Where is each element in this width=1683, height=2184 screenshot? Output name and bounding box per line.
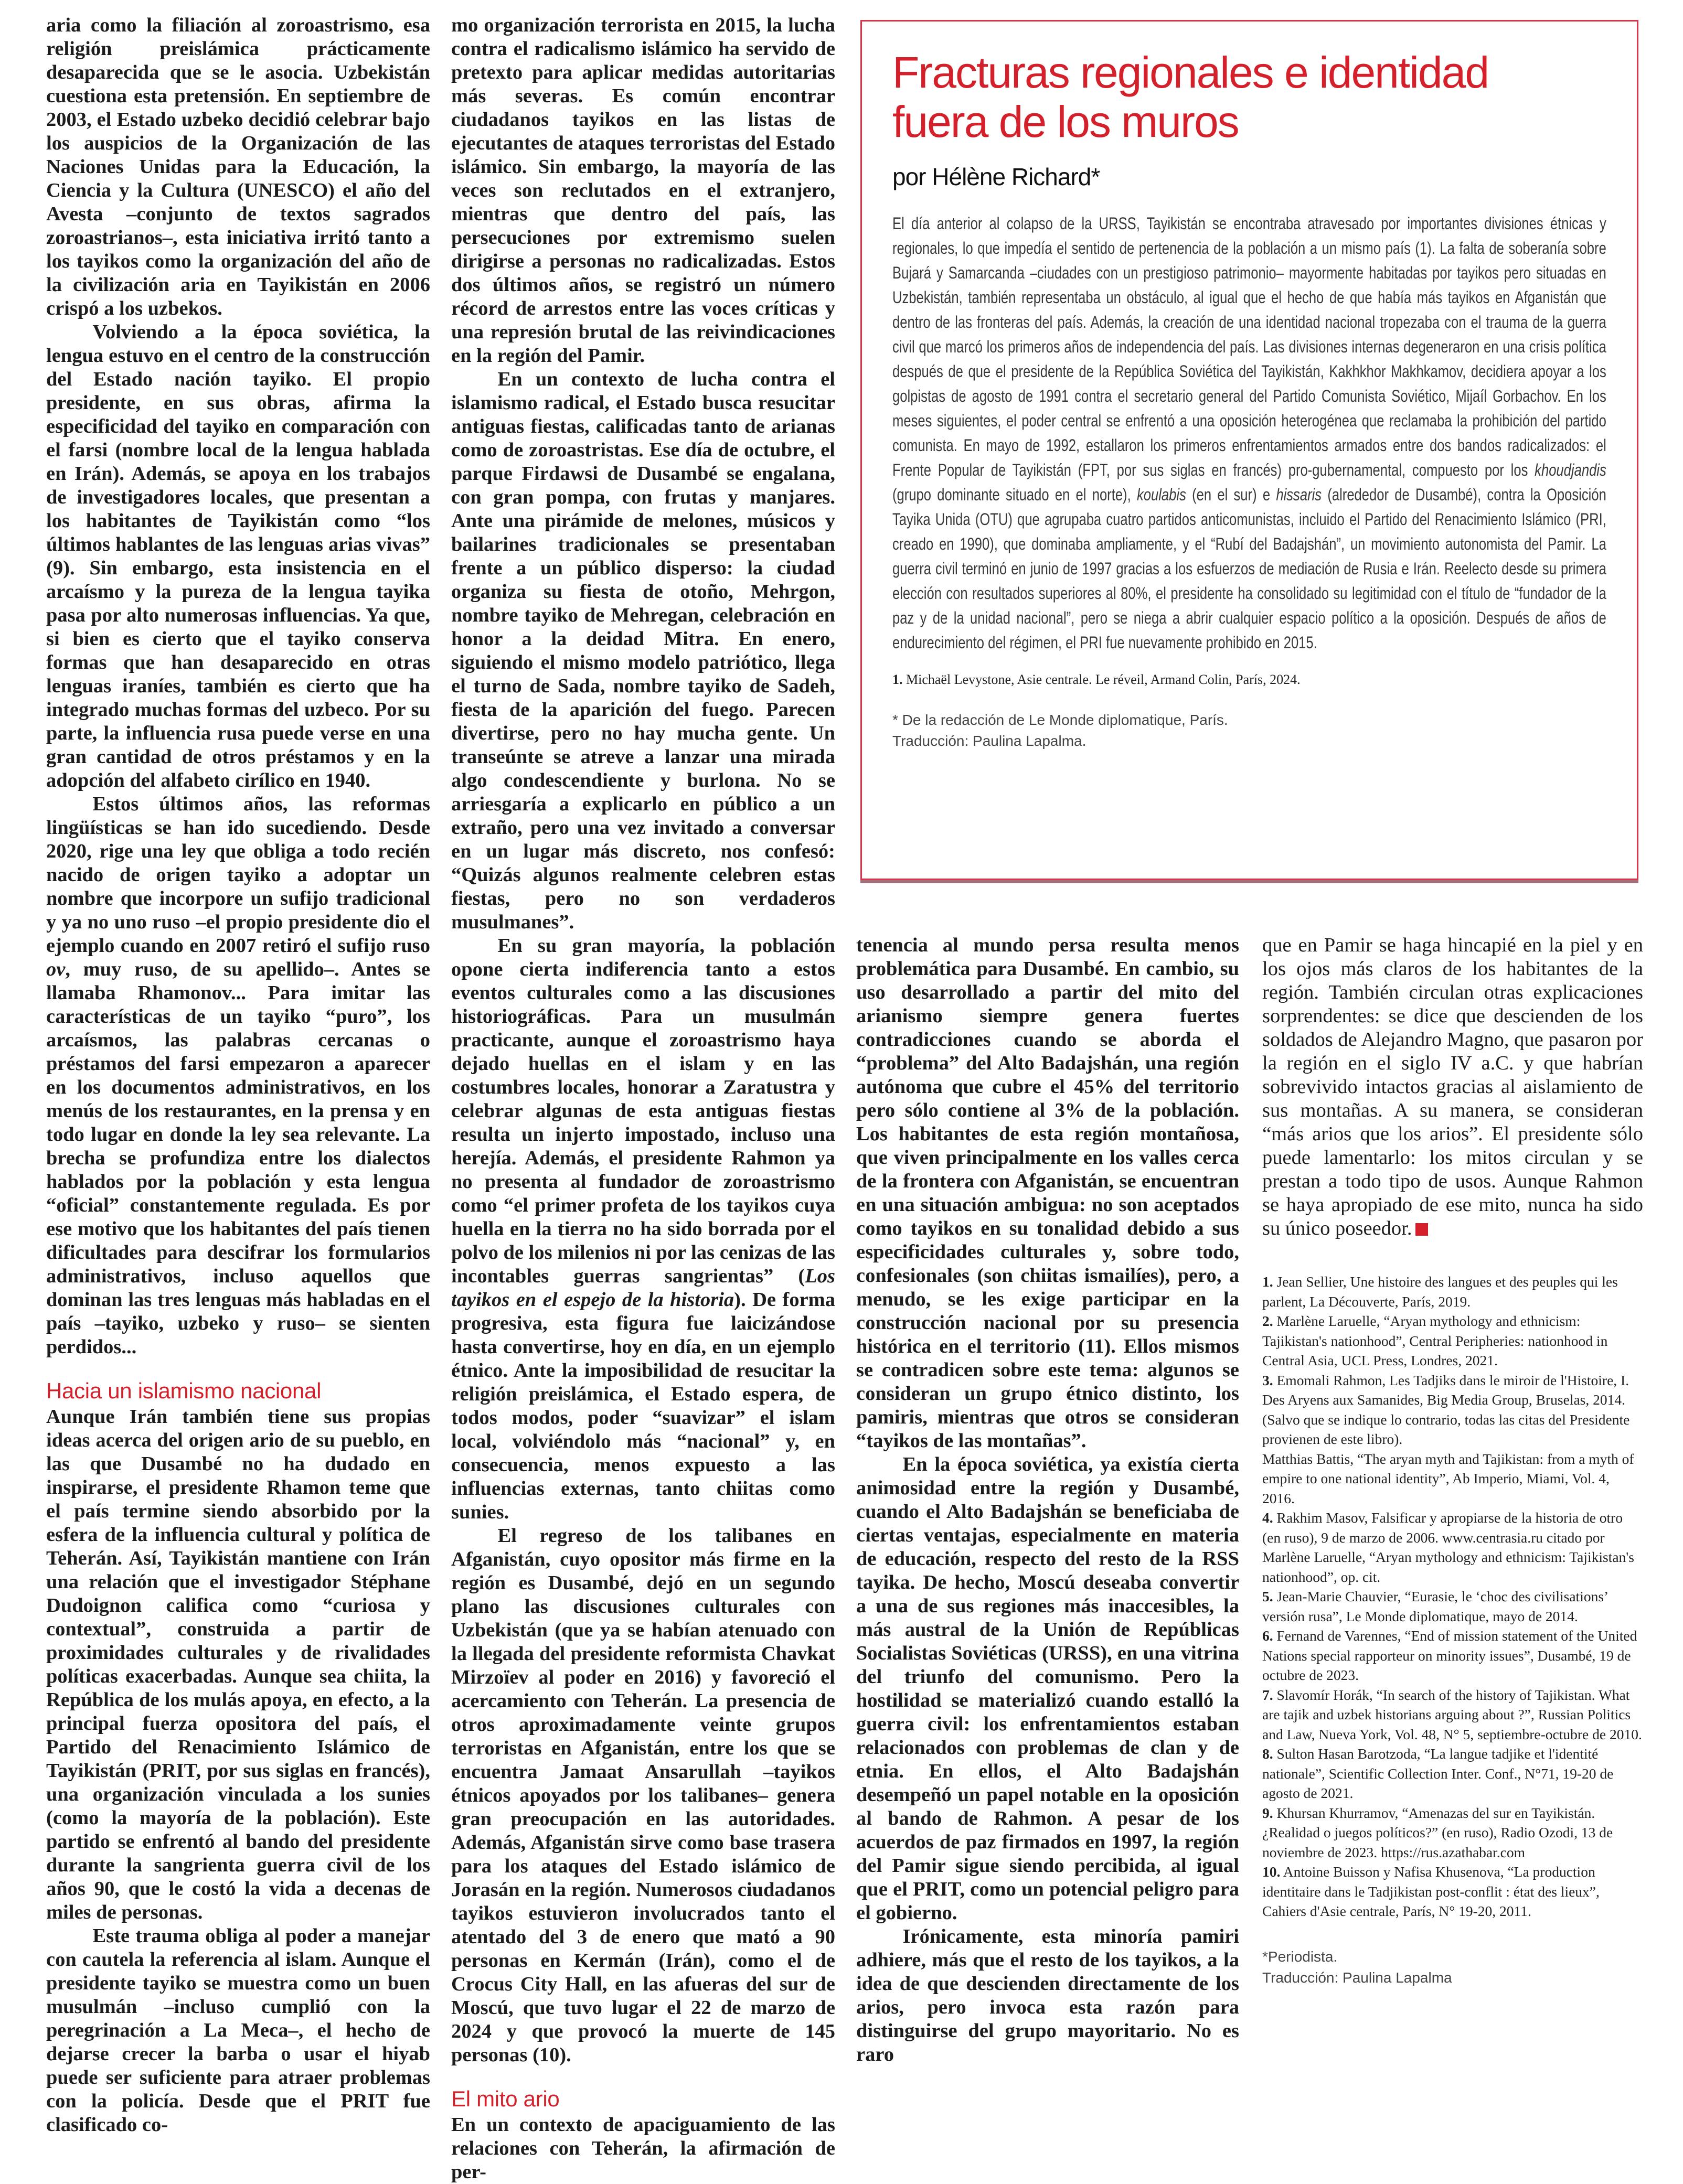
footnote bbox=[1262, 1626, 1643, 1685]
italic-text: hissaris bbox=[1276, 485, 1322, 504]
text: En su gran mayoría, la población opone cierta indiferencia tanto a estos eventos culturales como a las discusiones historiográficas. Para un musulmán practicante, aunque el zoroastrismo haya dejado huellas en el islam y en las costumbres locales, honorar a Zaratustra y celebrar algunas de esta antiguas fiestas resulta un injerto impostado, incluso una herejía. Además, el presidente Rahmon ya no presenta al fundador de zoroastrismo como “el primer profeta de los tayikos cuya huella en la tierra no ha sido borrada por el polvo de los milenios ni por las cenizas de las incontables guerras sangrientas” ( bbox=[451, 935, 835, 1287]
footnote bbox=[1262, 1311, 1643, 1371]
text: ). De forma progresiva, esta figura fue laicizándose hasta convertirse, hoy en día, en un ejemplo étnico. Ante la imposibilidad de resucitar la religión preislámica, el Estado espera, de todos modos, poder “suavizar” el islam local, volviéndolo más “nacional” y, en consecuencia, menos expuesto a las influencias externas, tanto chiitas como sunies. bbox=[451, 1289, 835, 1523]
footnote-number: 1. bbox=[892, 672, 903, 687]
paragraph bbox=[451, 934, 835, 1524]
byline: por Hélène Richard* bbox=[892, 163, 1100, 190]
box-footnote bbox=[892, 671, 1606, 689]
italic-text: koulabis bbox=[1136, 485, 1186, 504]
footnote bbox=[1262, 1744, 1643, 1803]
sidebar-box bbox=[860, 20, 1638, 880]
section-heading: El mito ario bbox=[451, 2086, 560, 2111]
footnote-number: 7. bbox=[1262, 1686, 1273, 1703]
translation-credit: Traducción: Paulina Lapalma bbox=[1262, 1969, 1452, 1986]
footnote-text: Matthias Battis, “The aryan myth and Tajikistan: from a myth of empire to one national identity”, Ab Imperio, Miami, Vol. 4, 2016. bbox=[1262, 1450, 1634, 1506]
paragraph: En la época soviética, ya existía cierta animosidad entre la región y Dusambé, cuando el Alto Badajshán se beneficiaba de ciertas ventajas, especialmente en materia de educación, respecto del resto de la RSS tayika. De hecho, Moscú deseaba convertir a una de sus regiones más inaccesibles, la más austral de la Unión de Repúblicas Socialistas Soviéticas (URSS), en una vitrina del triunfo del comunismo. Pero la hostilidad se materializó cuando estalló la guerra civil: los enfrentamientos estaban relacionados con problemas de clan y de etnia. En ellos, el Alto Badajshán desempeñó un papel notable en la oposición al bando de Rahmon. A pesar de los acuerdos de paz firmados en 1997, la región del Pamir sigue siendo percibida, al igual que el PRIT, como un potencial peligro para el gobierno. bbox=[856, 1453, 1239, 1924]
paragraph: Aunque Irán también tiene sus propias ideas acerca del origen ario de su pueblo, en las que Dusambé no ha dudado en inspirarse, el presidente Rhamon teme que el país termine siendo absorbido por la esfera de la influencia cultural y política de Teherán. Así, Tayikistán mantiene con Irán una relación que el investigador Stéphane Dudoignon califica como “curiosa y contextual”, construida a partir de proximidades culturales y de rivalidades políticas exacerbadas. Aunque sea chiita, la República de los mulás apoya, en efecto, a la principal fuerza opositora del país, el Partido del Renacimiento Islámico de Tayikistán (PRIT, por sus siglas en francés), una organización vinculada a los sunies (como la mayoría de la población). Este partido se enfrentó al bando del presidente durante la sangrienta guerra civil de los años 90, que le costó la vida a decenas de miles de personas. bbox=[46, 1406, 430, 1923]
text: El día anterior al colapso de la URSS, Tayikistán se encontraba atravesado por importantes divisiones étnicas y regionales, lo que impedía el sentido de pertenencia de la población a un mismo país (1). La falta de soberanía sobre Bujará y Samarcanda –ciudades con un prestigioso patrimonio– mayormente habitadas por tayikos pero situadas en Uzbekistán, también representaba un obstáculo, al igual que el hecho de que había más tayikos en Afganistán que dentro de las fronteras del país. Además, la creación de una identidad nacional tropezaba con el trauma de la guerra civil que marcó los primeros años de independencia del país. Las divisiones internas degeneraron en una crisis política después de que el presidente de la República Soviética del Tayikistán, Kakhkhor Makhkamov, decidiera apoyar a los golpistas de agosto de 1991 contra el secretario general del Partido Comunista Soviético, Mijaíl Gorbachov. En los meses siguientes, el poder central se enfrentó a una oposición heterogénea que reclamaba la prohibición del partido comunista. En mayo de 1992, estallaron los primeros enfrentamientos armados entre dos bandos radicalizados: el Frente Popular de Tayikistán (FPT, por sus siglas en francés) pro-gubernamental, compuesto por los bbox=[892, 214, 1606, 479]
article-column-2 bbox=[451, 14, 835, 2184]
footnote bbox=[1262, 1371, 1643, 1449]
footnote-number: 10. bbox=[1262, 1864, 1281, 1880]
text: (grupo dominante situado en el norte), bbox=[892, 485, 1137, 504]
footnote-text: Fernand de Varennes, “End of mission statement of the United Nations special rapporteur on minority issues”, Dusambé, 19 de octubre de 2023. bbox=[1262, 1628, 1637, 1683]
footnote-number: 4. bbox=[1262, 1509, 1273, 1526]
footnote-text: Sulton Hasan Barotzoda, “La langue tadjike et l'identité nationale”, Scientific Collection Inter. Conf., N°71, 19-20 de agosto de 2021. bbox=[1262, 1746, 1614, 1801]
footnote-number: 9. bbox=[1262, 1804, 1273, 1821]
paragraph: tenencia al mundo persa resulta menos problemática para Dusambé. En cambio, su uso desarrollado a partir del mito del arianismo siempre genera fuertes contradicciones cuando se aborda el “problema” del Alto Badajshán, una región autónoma que cubre el 45% del territorio pero sólo contiene al 3% de la población. Los habitantes de esta región montañosa, que viven principalmente en los valles cerca de la frontera con Afganistán, se encuentran en una situación ambigua: no son aceptados como tayikos en su tonalidad debido a sus especificidades culturales y, sobre todo, confesionales (son chiitas ismailíes), pero, a menudo, se les exige participar en la construcción nacional por su presencia histórica en el territorio (11). Ellos mismos se contradicen sobre este tema: algunos se consideran un grupo étnico distinto, los pamiris, mientras que otros se consideran “tayikos de las montañas”. bbox=[856, 934, 1239, 1452]
footnote-number: 1. bbox=[1262, 1273, 1273, 1290]
footnote-number: 3. bbox=[1262, 1372, 1273, 1388]
text: , muy ruso, de su apellido–. Antes se llamaba Rhamonov... Para imitar las características de un tayiko “puro”, los arcaísmos, las palabras cercanas o préstamos del farsi empezaron a aparecer en los documentos administrativos, en los menús de los restaurantes, en la prensa y en todo lugar en donde la ley sea relevante. La brecha se profundiza entre los dialectos hablados por la población y esta lengua “oficial” constantemente regulada. Es por ese motivo que los habitantes del país tienen dificultades para descifrar los formularios administrativos, incluso aquellos que dominan las tres lenguas más habladas en el país –tayiko, uzbeko y ruso– se sienten perdidos... bbox=[46, 958, 430, 1358]
box-body bbox=[892, 211, 1606, 655]
italic-text: khoudjandis bbox=[1535, 461, 1606, 479]
author-note: *Periodista. bbox=[1262, 1948, 1338, 1965]
footnote bbox=[1262, 1685, 1643, 1744]
box-body-container bbox=[892, 211, 1606, 655]
footnote-text: Marlène Laruelle, “Aryan mythology and ethnicism: Tajikistan's nationhood”, Central Peripheries: nationhood in Central Asia, UCL Press, Londres, 2021. bbox=[1262, 1313, 1608, 1368]
paragraph bbox=[1262, 934, 1643, 1240]
footnote-text: Khursan Khurramov, “Amenazas del sur en Tayikistán. ¿Realidad o juegos políticos?” (en ruso), Radio Ozodi, 13 de noviembre de 2023. https://rus.azathabar.com bbox=[1262, 1804, 1613, 1860]
credits bbox=[1262, 1946, 1643, 1988]
footnote-number: 5. bbox=[1262, 1588, 1273, 1604]
footnotes-list bbox=[1262, 1272, 1643, 1921]
italic-text: ov bbox=[46, 958, 66, 980]
footnote bbox=[1262, 1862, 1643, 1921]
text: (en el sur) e bbox=[1186, 485, 1276, 504]
footnote-text: Michaël Levystone, Asie centrale. Le réveil, Armand Colin, París, 2024. bbox=[906, 672, 1301, 687]
paragraph: Volviendo a la época soviética, la lengua estuvo en el centro de la construcción del Estado nación tayiko. El propio presidente, en sus obras, afirma la especificidad del tayiko en comparación con el farsi (nombre local de la lengua hablada en Irán). Además, se apoya en los trabajos de investigadores locales, que presentan a los habitantes de Tayikistán como “los últimos hablantes de las lenguas arias vivas” (9). Sin embargo, esta insistencia en el arcaísmo y la pureza de la lengua tayika pasa por alto numerosas influencias. Ya que, si bien es cierto que el tayiko conserva formas que han desaparecido en otras lenguas iraníes, también es cierto que ha integrado muchas formas del uzbeco. Por su parte, la influencia rusa puede verse en una gran cantidad de otros préstamos y en la adopción del alfabeto cirílico en 1940. bbox=[46, 321, 430, 791]
article-column-1 bbox=[46, 14, 430, 2137]
author-note: * De la redacción de Le Monde diplomatique, París. bbox=[892, 712, 1228, 728]
box-author-note bbox=[892, 710, 1606, 752]
paragraph: Este trauma obliga al poder a manejar con cautela la referencia al islam. Aunque el presidente tayiko se muestra como un buen musulmán –incluso cumplió con la peregrinación a La Meca–, el hecho de dejarse crecer la barba o usar el hiyab puede ser suficiente para atraer problemas con la policía. Desde que el PRIT fue clasificado co- bbox=[46, 1925, 430, 2136]
footnote-text: Antoine Buisson y Nafisa Khusenova, “La production identitaire dans le Tadjikistan post-conflit : état des lieux”, Cahiers d'Asie centrale, París, N° 19-20, 2011. bbox=[1262, 1864, 1600, 1919]
paragraph: Irónicamente, esta minoría pamiri adhiere, más que el resto de los tayikos, a la idea de que descienden directamente de los arios, pero invoca esta razón para distinguirse del grupo mayoritario. No es raro bbox=[856, 1925, 1239, 2065]
article-column-3 bbox=[856, 934, 1239, 2067]
footnote-text: Emomali Rahmon, Les Tadjiks dans le miroir de l'Histoire, I. Des Aryens aux Samanides, Big Media Group, Bruselas, 2014. (Salvo que se indique lo contrario, todas las citas del Presidente provienen de este libro). bbox=[1262, 1372, 1630, 1447]
footnote-text: Jean Sellier, Une histoire des langues et des peuples qui les parlent, La Découverte, París, 2019. bbox=[1262, 1273, 1618, 1310]
translation-credit: Traducción: Paulina Lapalma. bbox=[892, 733, 1087, 749]
box-title-line: fuera de los muros bbox=[892, 97, 1239, 146]
footnote-text: Slavomír Horák, “In search of the history of Tajikistan. What are tajik and uzbek historians arguing about ?”, Russian Politics and Law, Nueva York, Vol. 48, N° 5, septiembre-octubre de 2010. bbox=[1262, 1686, 1642, 1742]
paragraph: aria como la filiación al zoroastrismo, esa religión preislámica prácticamente desaparecida que se le asocia. Uzbekistán cuestiona esta pretensión. En septiembre de 2003, el Estado uzbeko decidió celebrar bajo los auspicios de la Organización de las Naciones Unidas para la Educación, la Ciencia y la Cultura (UNESCO) el año del Avesta –conjunto de textos sagrados zoroastrianos–, esta iniciativa irritó tanto a los tayikos como la organización del año de la civilización aria en Tayikistán en 2006 crispó a los uzbekos. bbox=[46, 14, 430, 319]
footnote-text: Jean-Marie Chauvier, “Eurasie, le ‘choc des civilisations’ versión rusa”, Le Monde diplomatique, mayo de 2014. bbox=[1262, 1588, 1608, 1624]
paragraph: El regreso de los talibanes en Afganistán, cuyo opositor más firme en la región es Dusambé, dejó en un segundo plano las discusiones culturales con Uzbekistán (que ya se habían atenuado con la llegada del presidente reformista Chavkat Mirzoïev al poder en 2016) y favoreció el acercamiento con Teherán. La presencia de otros aproximadamente veinte grupos terroristas en Afganistán, entre los que se encuentra Jamaat Ansarullah –tayikos étnicos apoyados por los talibanes– genera gran preocupación en las autoridades. Además, Afganistán sirve como base trasera para los ataques del Estado islámico de Jorasán en la región. Numerosos ciudadanos tayikos estuvieron involucrados tanto el atentado del 3 de enero que mató a 90 personas en Kermán (Irán), como el de Crocus City Hall, en las afueras del sur de Moscú, que tuvo lugar el 22 de marzo de 2024 y que provocó la muerte de 145 personas (10). bbox=[451, 1525, 835, 2066]
paragraph bbox=[46, 793, 430, 1359]
book-title: Los tayikos en el espejo de la historia bbox=[451, 1265, 835, 1311]
text: (alrededor de Dusambé), contra la Oposición Tayika Unida (OTU) que agrupaba cuatro partidos anticomunistas, incluido el Partido del Renacimiento Islámico (PRI, creado en 1990), que dominaba ampliamente, y el “Rubí del Badajshán”, un movimiento autonomista del Pamir. La guerra civil terminó en junio de 1997 gracias a los esfuerzos de mediación de Rusia e Irán. Reelecto desde su primera elección con resultados superiores al 80%, el presidente ha consolidado su legitimidad con el título de “fundador de la paz y de la unidad nacional”, pero se niega a abrir cualquier espacio político a la oposición. Después de años de endurecimiento del régimen, el PRI fue nuevamente prohibido en 2015. bbox=[892, 485, 1606, 652]
article-column-4 bbox=[1262, 934, 1643, 1988]
footnote bbox=[1262, 1587, 1643, 1626]
footnote-number: 2. bbox=[1262, 1313, 1273, 1329]
end-mark-icon bbox=[1415, 1223, 1428, 1236]
text: que en Pamir se haga hincapié en la piel y en los ojos más claros de los habitantes de la región. También circulan otras explicaciones sorprendentes: se dice que descienden de los soldados de Alejandro Magno, que pasaron por la región en el siglo IV a.C. y que habrían sobrevivido intactos gracias al aislamiento de sus montañas. A su manera, se consideran “más arios que los arios”. El presidente sólo puede lamentarlo: los mitos circulan y se prestan a todo tipo de usos. Aunque Rahmon se haya apropiado de ese mito, nunca ha sido su único poseedor. bbox=[1262, 934, 1643, 1239]
paragraph: mo organización terrorista en 2015, la lucha contra el radicalismo islámico ha servido de pretexto para aplicar medidas autoritarias más severas. Es común encontrar ciudadanos tayikos en las listas de ejecutantes de ataques terroristas del Estado islámico. Sin embargo, la mayoría de las veces son reclutados en el extranjero, mientras que dentro del país, las persecuciones por extremismo suelen dirigirse a personas no radicalizadas. Estos dos últimos años, se registró un número récord de arrestos entre las voces críticas y una represión brutal de las reivindicaciones en la región del Pamir. bbox=[451, 14, 835, 367]
footnote-text: Rakhim Masov, Falsificar y apropiarse de la historia de otro (en ruso), 9 de marzo de 2006. www.centrasia.ru citado por Marlène Laruelle, “Aryan mythology and ethnicism: Tajikistan's nationhood”, op. cit. bbox=[1262, 1509, 1634, 1585]
text: Estos últimos años, las reformas lingüísticas se han ido sucediendo. Desde 2020, rige una ley que obliga a todo recién nacido de origen tayiko a adoptar un nombre que incorpore un sufijo tradicional y ya no uno ruso –el propio presidente dio el ejemplo cuando en 2007 retiró el sufijo ruso bbox=[46, 793, 430, 957]
footnote-number: 8. bbox=[1262, 1746, 1273, 1762]
footnote bbox=[1262, 1449, 1643, 1508]
section-heading: Hacia un islamismo nacional bbox=[46, 1378, 322, 1403]
footnote bbox=[1262, 1508, 1643, 1587]
paragraph: En un contexto de lucha contra el islamismo radical, el Estado busca resucitar antiguas fiestas, calificadas tanto de arianas como de zoroastristas. Ese día de octubre, el parque Firdawsi de Dusambé se engalana, con gran pompa, con frutas y manjares. Ante una pirámide de melones, músicos y bailarines tradicionales se presentaban frente a un público disperso: la ciudad organiza su fiesta de otoño, Mehrgon, nombre tayiko de Mehregan, celebración en honor a la deidad Mitra. En enero, siguiendo el mismo modelo patriótico, llega el turno de Sada, nombre tayiko de Sadeh, fiesta de la aparición del fuego. Parecen divertirse, pero no hay mucha gente. Un transeúnte se atreve a lanzar una mirada algo condescendiente y burlona. No se arriesgaría a explicarlo en público a un extraño, pero una vez invitado a conversar en un lugar más discreto, nos confesó: “Quizás algunos realmente celebren estas fiestas, pero no son verdaderos musulmanes”. bbox=[451, 368, 835, 933]
box-title bbox=[892, 48, 1606, 146]
footnote-number: 6. bbox=[1262, 1628, 1273, 1644]
footnote bbox=[1262, 1272, 1643, 1311]
box-title-line: Fracturas regionales e identidad bbox=[892, 48, 1489, 97]
footnote bbox=[1262, 1803, 1643, 1862]
paragraph: En un contexto de apaciguamiento de las relaciones con Teherán, la afirmación de per- bbox=[451, 2114, 835, 2183]
